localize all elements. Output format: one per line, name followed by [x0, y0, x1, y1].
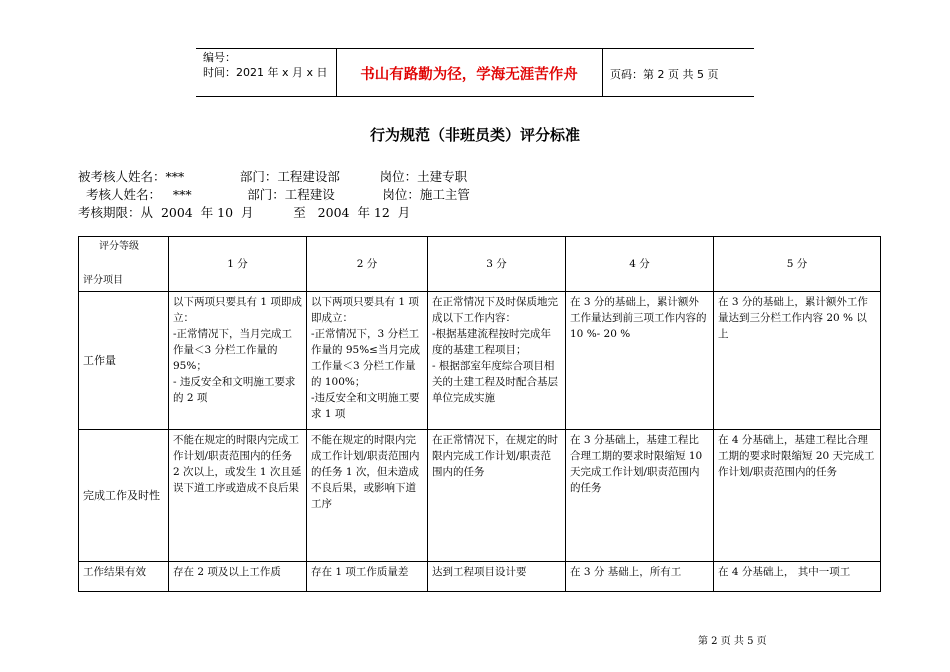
scoring-table: [78, 236, 881, 592]
header-bottom-rule: [196, 96, 754, 97]
table-cell: 在 3 分的基础上，累计额外工作量达到三分栏工作内容 20 % 以上: [714, 292, 881, 430]
level-header-1: 1 分: [169, 237, 307, 292]
page-footer: 第 2 页 共 5 页: [698, 636, 767, 647]
level-header-2: 2 分: [307, 237, 428, 292]
document-number-label: 编号：: [203, 51, 236, 64]
table-cell: 在 4 分基础上， 其中一项工: [714, 562, 881, 592]
level-header-5: 5 分: [714, 237, 881, 292]
table-header-row: [79, 237, 881, 292]
info-line-assessee: 被考核人姓名：*** 部门：工程建设部 岗位：土建专职: [78, 169, 468, 184]
header-page-code: 页码：第 2 页 共 5 页: [610, 68, 719, 81]
document-title: 行为规范（非班员类）评分标准: [369, 126, 580, 144]
level-header-4: 4 分: [566, 237, 714, 292]
table-cell: 在正常情况下，在规定的时限内完成工作计划/职责范围内的任务: [428, 430, 566, 562]
row-item-label: 工作结果有效: [79, 562, 169, 592]
table-row: [79, 430, 881, 562]
info-line-period: 考核期限：从 2004 年 10 月 至 2004 年 12 月: [78, 205, 411, 220]
header-top-rule: [196, 48, 754, 49]
row-item-label: 完成工作及时性: [79, 430, 169, 562]
corner-label-item: 评分项目: [83, 275, 123, 286]
table-cell: 达到工程项目设计要: [428, 562, 566, 592]
table-cell: 以下两项只要具有 1 项即成立： -正常情况下，3 分栏工作量的 95%≤当月完成工作量＜3 分栏工作量的 100%； -违反安全和文明施工要求 1 项: [307, 292, 428, 430]
table-cell: 在 4 分基础上，基建工程比合理工期的要求时限缩短 20 天完成工作计划/职责范围内的任务: [714, 430, 881, 562]
document-time-label: 时间：2021 年 x 月 x 日: [203, 66, 328, 79]
header-divider-right: [602, 48, 603, 96]
row-item-label: 工作量: [79, 292, 169, 430]
table-cell: 在正常情况下及时保质地完成以下工作内容： -根据基建流程按时完成年度的基建工程项目； - 根据部室年度综合项目相关的土建工程及时配合基层单位完成实施: [428, 292, 566, 430]
table-cell: 存在 2 项及以上工作质: [169, 562, 307, 592]
table-row: [79, 562, 881, 592]
table-row: [79, 292, 881, 430]
corner-label-level: 评分等级: [99, 241, 139, 252]
table-cell: 在 3 分 基础上，所有工: [566, 562, 714, 592]
header-left-info: [203, 50, 328, 80]
table-cell: 不能在规定的时限内完成工作计划/职责范围内的任务 2 次以上，或发生 1 次且延误下道工序或造成不良后果: [169, 430, 307, 562]
table-cell: 在 3 分基础上，基建工程比合理工期的要求时限缩短 10 天完成工作计划/职责范围内的任务: [566, 430, 714, 562]
table-cell: 不能在规定的时限内完成工作计划/职责范围内的任务 1 次，但未造成不良后果，或影响下道工序: [307, 430, 428, 562]
table-cell: 在 3 分的基础上，累计额外工作量达到前三项工作内容的 10 %- 20 %: [566, 292, 714, 430]
table-corner-cell: [79, 237, 169, 292]
header-motto: 书山有路勤为径，学海无涯苦作舟: [360, 67, 578, 83]
level-header-3: 3 分: [428, 237, 566, 292]
table-cell: 以下两项只要具有 1 项即成立： -正常情况下，当月完成工作量＜3 分栏工作量的 95%； - 违反安全和文明施工要求的 2 项: [169, 292, 307, 430]
info-line-assessor: 考核人姓名： *** 部门：工程建设 岗位：施工主管: [78, 187, 470, 202]
table-cell: 存在 1 项工作质量差: [307, 562, 428, 592]
